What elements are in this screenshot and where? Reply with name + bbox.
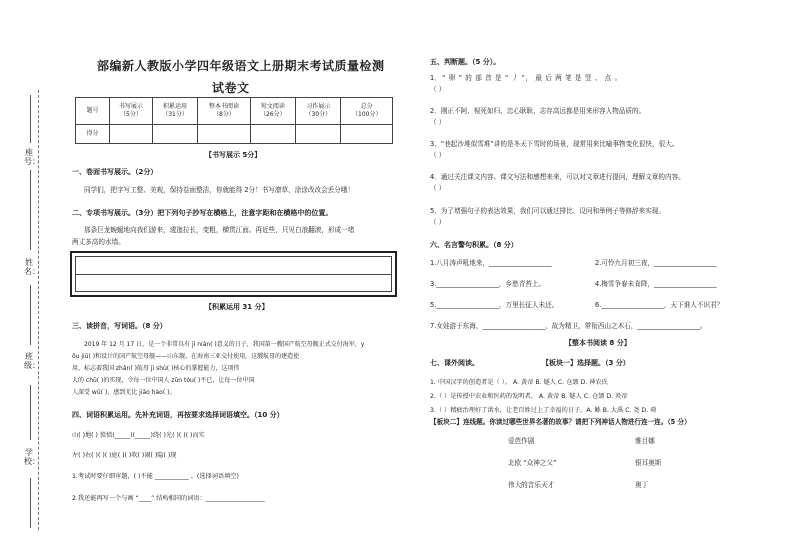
choice-item-1: 1. 中国汉字的创造者是（ ）。 A. 黄帝 B. 燧人 C. 仓颉 D. 神农氏: [430, 379, 608, 386]
handwriting-box[interactable]: [70, 251, 397, 297]
section-3-line3: 用，标志着我国 zhǎn( )航母 jì shù( )核心的掌握能力，这项伟: [72, 365, 240, 372]
score-header-cell: 习作展示 （30分）: [296, 98, 341, 125]
score-input-cell[interactable]: [198, 125, 250, 144]
school-line: [30, 478, 31, 528]
score-header-cell: 题号: [76, 98, 110, 125]
judge-item-5-answer[interactable]: （ ）: [430, 218, 446, 226]
section-1-heading: 一、卷面书写展示。（2分）: [72, 168, 158, 176]
poem-item-4: 4.梅雪争春未肯降，___________________: [595, 280, 717, 288]
choice-item-3: 3.（ ）精疲治理好了洪水，让老百姓过上了幸福的日子。A. 鲧 B. 大禹 C. 尧 D. 舜: [430, 407, 657, 414]
poem-item-6: 6.___________________，天下谁人不识君？: [595, 301, 724, 309]
block-2-heading: 【板块二】连线题。你读过哪些世界名著的故事？请把下列神话人物进行连一连。（5 分）: [430, 418, 691, 426]
judge-item-2-answer[interactable]: （ ）: [430, 118, 446, 126]
poem-item-2: 2.可怜九月初三夜，___________________: [595, 259, 717, 267]
match-right-item-3[interactable]: 奥丁: [635, 481, 649, 489]
score-input-cell[interactable]: [296, 125, 341, 144]
seat-number-label: 座号：: [24, 148, 40, 166]
section-7-heading: 七、课外阅读。: [430, 359, 479, 367]
section-bar-accumulation: 【积累运用 31 分】: [205, 303, 269, 311]
section-6-heading: 六、名言警句积累。（8 分）: [430, 241, 518, 249]
score-header-cell: 整本书阅读 （8分）: [198, 98, 250, 125]
score-header-cell: 总分 （100分）: [341, 98, 393, 125]
judge-item-1-answer[interactable]: （ ）: [430, 85, 446, 93]
judge-item-4: 4．通过关注课文内容、课文写法和感想来来，可以对文章进行提问，理解文章的内容。: [430, 173, 685, 181]
poem-item-5: 5.___________________，万里长征人未还。: [430, 301, 559, 309]
section-3-line4: 大的 chū( )的实现，令每一位中国人 zūn tóu( )不已，让每一位中国: [72, 377, 255, 384]
match-left-item-3[interactable]: 伟大的音乐天才: [508, 481, 555, 489]
section-5-heading: 五、判断题。（5 分）。: [430, 58, 501, 66]
score-input-cell[interactable]: [152, 125, 197, 144]
match-left-item-1[interactable]: 爱芭作剧: [508, 437, 535, 445]
section-1-text: 同学们，把字写工整、美观，保持卷面整洁，你就能得 2分！书写潦草，涂涂改改会丢分哦！: [84, 186, 355, 194]
judge-item-1: 1．“ 卵 ” 的 部 首 是 “ 丿 ”， 最 后 两 笔 是 竖 、 点 。: [430, 74, 622, 82]
class-line-top: [30, 285, 31, 345]
judge-item-3-answer[interactable]: （ ）: [430, 151, 446, 159]
school-line-top: [30, 385, 31, 440]
score-input-cell[interactable]: [110, 125, 153, 144]
judge-item-2: 2．刚正不阿、视死如归、忠心耿耿、志存高远都是用来形容人物品质的。: [430, 107, 646, 115]
section-bar-writing: 【书写展示 5分】: [205, 151, 262, 159]
judge-item-5: 5．为了增强句子的表达效果，我们可以通过排比、设问和举例子等修辞来实现。: [430, 207, 665, 215]
section-3-heading: 三、读拼音，写词语。（8 分）: [72, 322, 167, 330]
section-4-row2: 左( )右( )( )( )庭( )( )吹( )闹( )隐( )现: [72, 452, 177, 459]
section-4-row1: 山( )地( ) 愤愤(_____)(_____)绕( )光( )( )( )而实: [72, 432, 205, 439]
score-header-cell: 积累运用 （31分）: [152, 98, 197, 125]
poem-item-3: 3.___________________，乡愁青苔上。: [430, 280, 546, 288]
match-right-item-1[interactable]: 雅目娜: [635, 437, 655, 445]
score-header-cell: 短文阅读 （26分）: [250, 98, 295, 125]
section-2-passage-line1: 那条巨龙蜿蜒地向我们游来，逶迤拉长，变粗，横贯江面。再近些，只见白浪翻滚，形成一堵: [84, 226, 355, 234]
score-table: [75, 97, 393, 144]
name-label: 姓名：: [24, 258, 40, 276]
section-3-line5: 人深受 wǔ( )，感到无比 jiāo hào( )。: [72, 389, 176, 396]
poem-item-1: 1.八月涛声吼地来，___________________: [430, 259, 552, 267]
score-header-cell: 书写展示 （5分）: [110, 98, 153, 125]
section-4-question2: 2.我还能再写一个与画 “____” 结构相同的词语：___________________: [72, 495, 265, 502]
judge-item-4-answer[interactable]: （ ）: [430, 184, 446, 192]
match-right-item-2[interactable]: 银耳奥斯: [635, 459, 662, 467]
exam-title: 部编新人教版小学四年级语文上册期末考试质量检测: [97, 59, 385, 73]
section-3-line1: 2019 年 12 月 17 日，是一个非常具有 jì niàn( )意义的日子，我国第一艘国产航空母舰正式交付海军，y: [84, 341, 365, 348]
section-4-heading: 四、词语积累运用。先补充词语，再按要求选择词语填空。（10 分）: [72, 411, 284, 419]
seat-number-line: [30, 95, 31, 143]
section-2-heading: 二、专项书写展示。（3分）把下列句子抄写在横格上，注意字距和在横格中的位置。: [72, 209, 333, 217]
score-input-cell[interactable]: [341, 125, 393, 144]
choice-item-2: 2.（ ）是传授中农业和医药的发明者。 A. 黄帝 B. 燧人 C. 仓颉 D. 炎帝: [430, 393, 628, 400]
exam-subtitle: 试卷文: [212, 81, 250, 95]
handwriting-midline: [75, 274, 392, 275]
name-line-top: [30, 170, 31, 250]
block-1-heading: 【板块一】选择题。（3 分）: [542, 359, 630, 367]
class-label: 班级：: [24, 352, 40, 370]
match-left-item-2[interactable]: 北欧 “众神之父”: [508, 459, 557, 467]
section-4-question1: 1.考试时要仔细审题，( )不能 ___________ 。(选择词语填空): [72, 473, 239, 480]
section-3-line2: ōu jiǔ( )和设计的国产航空母舰——山东舰，在海南三亚交付使用，这艘航母的建造使: [72, 353, 300, 360]
section-2-passage-line2: 两丈多高的水墙。: [72, 238, 125, 246]
score-input-cell[interactable]: [250, 125, 295, 144]
judge-item-3: 3．“巷起沙堆似雪堆”讲的是冬天下雪时的场景，现常用来比喻事物变化很快，很大。: [430, 140, 679, 148]
poem-item-7: 7.女娃游于东海，___________________，故为精卫，常衔西山之木石，___________________。: [430, 322, 707, 330]
school-label: 学校：: [24, 448, 40, 466]
score-row-label: 得分: [76, 125, 110, 144]
section-bar-book-reading: 【整本书阅读 8 分】: [565, 339, 631, 347]
